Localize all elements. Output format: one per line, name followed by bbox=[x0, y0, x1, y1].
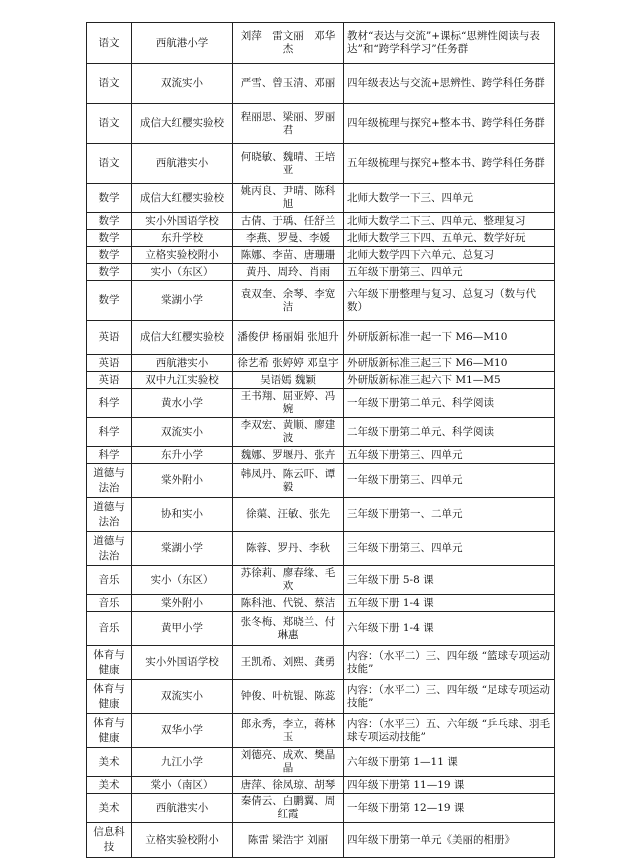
subject-cell: 音乐 bbox=[87, 566, 132, 595]
subject-cell: 美术 bbox=[87, 794, 132, 823]
table-row bbox=[87, 389, 555, 418]
table-row bbox=[87, 355, 555, 372]
school-cell: 棠湖小学 bbox=[132, 281, 233, 321]
teachers-cell: 徐蕖、汪敏、张先 bbox=[233, 498, 344, 532]
content-cell: 外研版新标准一起一下 M6—M10 bbox=[344, 321, 555, 355]
subject-cell: 数学 bbox=[87, 230, 132, 247]
teachers-cell: 张冬梅、郑晓兰、付琳惠 bbox=[233, 612, 344, 646]
school-cell: 西航港实小 bbox=[132, 355, 233, 372]
teachers-cell: 程丽思、梁丽、罗丽君 bbox=[233, 104, 344, 144]
table-row bbox=[87, 372, 555, 389]
table-row bbox=[87, 184, 555, 213]
content-cell: 内容：（水平三）五、六年级 “乒乓球、羽毛球专项运动技能” bbox=[344, 714, 555, 748]
school-cell: 西航港实小 bbox=[132, 144, 233, 184]
content-cell: 北师大数学四下六单元、总复习 bbox=[344, 247, 555, 264]
school-cell: 双中九江实验校 bbox=[132, 372, 233, 389]
subject-cell: 科学 bbox=[87, 418, 132, 447]
content-cell: 外研版新标准三起六下 M1—M5 bbox=[344, 372, 555, 389]
teachers-cell: 严雪、曾玉清、邓丽 bbox=[233, 64, 344, 104]
teachers-cell: 李双宏、黄顺、廖建波 bbox=[233, 418, 344, 447]
school-cell: 实小外国语学校 bbox=[132, 646, 233, 680]
school-cell: 成信大红樱实验校 bbox=[132, 321, 233, 355]
school-cell: 实小（东区） bbox=[132, 566, 233, 595]
table-row bbox=[87, 566, 555, 595]
school-cell: 成信大红樱实验校 bbox=[132, 184, 233, 213]
teachers-cell: 唐萍、徐凤琼、胡琴 bbox=[233, 777, 344, 794]
table-row bbox=[87, 264, 555, 281]
school-cell: 棠外附小 bbox=[132, 595, 233, 612]
teachers-cell: 魏娜、罗堰丹、张卉 bbox=[233, 447, 344, 464]
subject-cell: 数学 bbox=[87, 213, 132, 230]
content-cell: 三年级下册 5-8 课 bbox=[344, 566, 555, 595]
school-cell: 西航港小学 bbox=[132, 23, 233, 64]
teachers-cell: 袁双奎、余琴、李宽洁 bbox=[233, 281, 344, 321]
teachers-cell: 秦倩云、白鹏翼、周红霞 bbox=[233, 794, 344, 823]
subject-cell: 语文 bbox=[87, 104, 132, 144]
teachers-cell: 何晓敏、魏晴、王培亚 bbox=[233, 144, 344, 184]
teachers-cell: 黄丹、周玲、肖雨 bbox=[233, 264, 344, 281]
teachers-cell: 钟俊、叶杭锟、陈蕊 bbox=[233, 680, 344, 714]
table-row bbox=[87, 794, 555, 823]
table-row bbox=[87, 230, 555, 247]
subject-cell: 信息科技 bbox=[87, 823, 132, 858]
subject-cell: 英语 bbox=[87, 321, 132, 355]
school-cell: 实小（东区） bbox=[132, 264, 233, 281]
teachers-cell: 吴语嫣 魏颖 bbox=[233, 372, 344, 389]
subject-cell: 美术 bbox=[87, 777, 132, 794]
table-row bbox=[87, 104, 555, 144]
subject-cell: 美术 bbox=[87, 748, 132, 777]
table-row bbox=[87, 646, 555, 680]
table-row bbox=[87, 144, 555, 184]
teachers-cell: 刘萍 雷文丽 邓华杰 bbox=[233, 23, 344, 64]
content-cell: 外研版新标准三起三下 M6—M10 bbox=[344, 355, 555, 372]
subject-cell: 道德与法治 bbox=[87, 464, 132, 498]
teachers-cell: 陈雷 梁浩宇 刘丽 bbox=[233, 823, 344, 858]
content-cell: 五年级下册 1-4 课 bbox=[344, 595, 555, 612]
teachers-cell: 陈娜、李苗、唐珊珊 bbox=[233, 247, 344, 264]
subject-cell: 道德与法治 bbox=[87, 532, 132, 566]
school-cell: 双华小学 bbox=[132, 714, 233, 748]
content-cell: 北师大数学三下四、五单元、数学好玩 bbox=[344, 230, 555, 247]
subject-cell: 体育与健康 bbox=[87, 714, 132, 748]
subject-cell: 科学 bbox=[87, 389, 132, 418]
school-cell: 棠外附小 bbox=[132, 464, 233, 498]
school-cell: 立格实验校附小 bbox=[132, 247, 233, 264]
content-cell: 五年级梳理与探究+整本书、跨学科任务群 bbox=[344, 144, 555, 184]
teachers-cell: 郎永秀，李立，蒋林玉 bbox=[233, 714, 344, 748]
table-row bbox=[87, 595, 555, 612]
content-cell: 二年级下册第二单元、科学阅读 bbox=[344, 418, 555, 447]
content-cell: 四年级梳理与探究+整本书、跨学科任务群 bbox=[344, 104, 555, 144]
table-row bbox=[87, 464, 555, 498]
subject-cell: 数学 bbox=[87, 281, 132, 321]
content-cell: 四年级表达与交流+思辨性、跨学科任务群 bbox=[344, 64, 555, 104]
teachers-cell: 韩凤丹、陈云吓、谭毅 bbox=[233, 464, 344, 498]
subject-cell: 数学 bbox=[87, 264, 132, 281]
table-row bbox=[87, 532, 555, 566]
subject-cell: 英语 bbox=[87, 355, 132, 372]
content-cell: 一年级下册第 12—19 课 bbox=[344, 794, 555, 823]
subject-cell: 体育与健康 bbox=[87, 680, 132, 714]
content-cell: 四年级下册第 11—19 课 bbox=[344, 777, 555, 794]
subject-cell: 数学 bbox=[87, 184, 132, 213]
content-cell: 北师大数学一下三、四单元 bbox=[344, 184, 555, 213]
table-row bbox=[87, 247, 555, 264]
teachers-cell: 李燕、罗曼、李媛 bbox=[233, 230, 344, 247]
content-cell: 五年级下册第三、四单元 bbox=[344, 447, 555, 464]
teachers-cell: 王书翔、屈亚婷、冯婉 bbox=[233, 389, 344, 418]
teachers-cell: 姚丙良、尹晴、陈科旭 bbox=[233, 184, 344, 213]
school-cell: 东升学校 bbox=[132, 230, 233, 247]
school-cell: 西航港实小 bbox=[132, 794, 233, 823]
table-row bbox=[87, 418, 555, 447]
table-row bbox=[87, 777, 555, 794]
table-row bbox=[87, 823, 555, 858]
content-cell: 三年级下册第一、二单元 bbox=[344, 498, 555, 532]
table-row bbox=[87, 447, 555, 464]
content-cell: 六年级下册第 1—11 课 bbox=[344, 748, 555, 777]
school-cell: 棠湖小学 bbox=[132, 532, 233, 566]
teachers-cell: 潘俊伊 杨丽娟 张旭升 bbox=[233, 321, 344, 355]
school-cell: 黄水小学 bbox=[132, 389, 233, 418]
teachers-cell: 苏徐莉、廖春缘、毛欢 bbox=[233, 566, 344, 595]
table-body bbox=[87, 23, 555, 858]
lesson-assignment-table bbox=[86, 22, 555, 858]
table-row bbox=[87, 213, 555, 230]
school-cell: 棠小（南区） bbox=[132, 777, 233, 794]
table-row bbox=[87, 23, 555, 64]
content-cell: 教材“表达与交流”+课标“思辨性阅读与表达”和“跨学科学习”任务群 bbox=[344, 23, 555, 64]
school-cell: 双流实小 bbox=[132, 418, 233, 447]
content-cell: 五年级下册第三、四单元 bbox=[344, 264, 555, 281]
subject-cell: 语文 bbox=[87, 64, 132, 104]
content-cell: 一年级下册第二单元、科学阅读 bbox=[344, 389, 555, 418]
content-cell: 三年级下册第三、四单元 bbox=[344, 532, 555, 566]
subject-cell: 语文 bbox=[87, 144, 132, 184]
subject-cell: 语文 bbox=[87, 23, 132, 64]
table-row bbox=[87, 64, 555, 104]
subject-cell: 体育与健康 bbox=[87, 646, 132, 680]
subject-cell: 数学 bbox=[87, 247, 132, 264]
subject-cell: 音乐 bbox=[87, 612, 132, 646]
table-row bbox=[87, 748, 555, 777]
teachers-cell: 徐艺希 张婷婷 邓皇宇 bbox=[233, 355, 344, 372]
school-cell: 东升小学 bbox=[132, 447, 233, 464]
teachers-cell: 陈科池、代锐、蔡洁 bbox=[233, 595, 344, 612]
teachers-cell: 古倩、于瑀、任舒兰 bbox=[233, 213, 344, 230]
content-cell: 北师大数学二下三、四单元、整理复习 bbox=[344, 213, 555, 230]
content-cell: 一年级下册第三、四单元 bbox=[344, 464, 555, 498]
school-cell: 协和实小 bbox=[132, 498, 233, 532]
school-cell: 双流实小 bbox=[132, 64, 233, 104]
school-cell: 双流实小 bbox=[132, 680, 233, 714]
school-cell: 成信大红樱实验校 bbox=[132, 104, 233, 144]
table-row bbox=[87, 281, 555, 321]
table-row bbox=[87, 714, 555, 748]
content-cell: 内容：（水平二）三、四年级 “篮球专项运动技能” bbox=[344, 646, 555, 680]
table-row bbox=[87, 321, 555, 355]
subject-cell: 道德与法治 bbox=[87, 498, 132, 532]
teachers-cell: 陈蓉、罗丹、李秋 bbox=[233, 532, 344, 566]
subject-cell: 科学 bbox=[87, 447, 132, 464]
content-cell: 内容：（水平二）三、四年级 “足球专项运动技能” bbox=[344, 680, 555, 714]
content-cell: 六年级下册 1-4 课 bbox=[344, 612, 555, 646]
table-row bbox=[87, 498, 555, 532]
teachers-cell: 王凯希、刘熙、龚勇 bbox=[233, 646, 344, 680]
subject-cell: 英语 bbox=[87, 372, 132, 389]
table-row bbox=[87, 680, 555, 714]
subject-cell: 音乐 bbox=[87, 595, 132, 612]
table-row bbox=[87, 612, 555, 646]
school-cell: 实小外国语学校 bbox=[132, 213, 233, 230]
content-cell: 四年级下册第一单元《美丽的相册》 bbox=[344, 823, 555, 858]
school-cell: 九江小学 bbox=[132, 748, 233, 777]
teachers-cell: 刘德亮、成欢、樊晶晶 bbox=[233, 748, 344, 777]
school-cell: 黄甲小学 bbox=[132, 612, 233, 646]
school-cell: 立格实验校附小 bbox=[132, 823, 233, 858]
content-cell: 六年级下册整理与复习、总复习（数与代数） bbox=[344, 281, 555, 321]
